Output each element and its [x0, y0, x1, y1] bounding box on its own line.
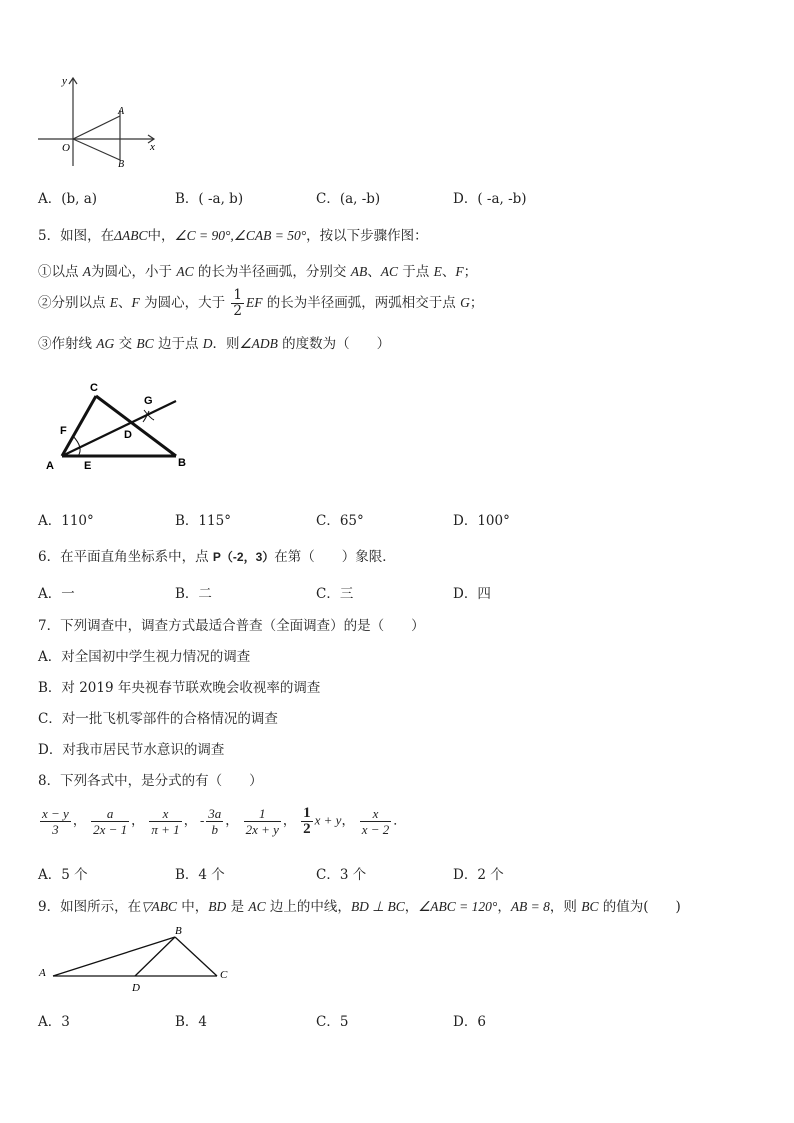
- expr-1: [40, 806, 71, 837]
- separator: ，: [341, 812, 355, 828]
- q7-stem: 7．下列调查中，调查方式最适合普查（全面调查）的是（ ）: [38, 618, 425, 634]
- q6-option-a[interactable]: A．一: [38, 586, 75, 602]
- q5-stem-text: 5．如图，在: [38, 228, 115, 244]
- q8-stem: 8．下列各式中，是分式的有（ ）: [38, 773, 263, 789]
- q9-text: 9．如图所示，在: [38, 899, 142, 915]
- expr-6-suffix: x + y: [314, 812, 342, 828]
- label-d: D: [132, 982, 140, 994]
- side-cb: [96, 396, 176, 456]
- numerator: x − y: [42, 806, 69, 821]
- label-b: B: [178, 457, 186, 469]
- expr-4: [206, 806, 223, 837]
- step-text: ③作射线: [38, 336, 97, 352]
- step-math: E: [433, 264, 442, 279]
- q5-figure: [40, 376, 200, 476]
- q5-stem-text: ，按以下步骤作图：: [306, 228, 428, 244]
- numerator: x: [360, 806, 392, 822]
- step-text: 为圆心，小于: [91, 264, 177, 280]
- q7-option-c[interactable]: C．对一批飞机零部件的合格情况的调查: [38, 711, 278, 727]
- step-text: 、: [118, 295, 132, 311]
- step-math: BC: [136, 336, 154, 351]
- q5-step-2: [38, 288, 483, 319]
- label-c: C: [220, 969, 228, 981]
- q6-option-b[interactable]: B．二: [175, 586, 212, 602]
- q9-text: ，: [404, 899, 419, 915]
- q9-option-c[interactable]: C．5: [316, 1014, 349, 1030]
- step-text: ；: [469, 295, 484, 311]
- q5-stem: [38, 224, 428, 244]
- step-math: F: [131, 295, 140, 310]
- label-g: G: [144, 395, 153, 407]
- step-math: F: [455, 264, 464, 279]
- side-bc: [175, 937, 217, 976]
- denominator: x − 2: [361, 822, 390, 837]
- q5-fraction: [231, 288, 244, 319]
- q5-option-c[interactable]: C．65°: [316, 513, 364, 529]
- minus-sign: -: [199, 812, 205, 828]
- step-text: 的度数为（ ）: [277, 336, 391, 352]
- q9-stem: [38, 895, 681, 915]
- denominator: 2x + y: [245, 822, 279, 837]
- segment-ob: [73, 139, 120, 160]
- q4-option-c[interactable]: C．(a, -b): [316, 191, 381, 207]
- separator: ，: [183, 812, 197, 828]
- denominator: 2x − 1: [93, 822, 128, 837]
- expr-5: [244, 806, 281, 837]
- step-text: 的长为半径画弧，两弧相交于点: [262, 295, 461, 311]
- side-ab: [53, 937, 175, 976]
- expr-6: [301, 806, 313, 837]
- q5-option-a[interactable]: A．110°: [38, 513, 94, 529]
- separator: ，: [282, 812, 296, 828]
- denominator: 3: [52, 822, 59, 837]
- q6-option-d[interactable]: D．四: [453, 586, 491, 602]
- q5-stem-text: 中，: [147, 228, 175, 244]
- step-math: D: [202, 336, 213, 351]
- step-text: 为圆心，大于: [139, 295, 230, 311]
- step-math: AC: [380, 264, 398, 279]
- q4-option-b[interactable]: B．( -a, b): [175, 191, 244, 207]
- q9-text: 边上的中线，: [265, 899, 351, 915]
- numerator: x: [149, 806, 181, 822]
- q9-math: ▽ABC: [141, 899, 177, 914]
- expr-3: [149, 806, 181, 837]
- numerator: 3a: [208, 806, 222, 821]
- step-math: EF: [245, 295, 263, 310]
- expr-2: [91, 806, 129, 837]
- q9-figure: [35, 922, 245, 994]
- step-text: 、: [441, 264, 456, 280]
- expr-7: [360, 806, 392, 837]
- q9-text: 是: [226, 899, 249, 915]
- separator: ，: [131, 812, 145, 828]
- end-mark: ．: [393, 812, 407, 828]
- q9-text: 的值为( ): [598, 899, 681, 915]
- separator: ，: [225, 812, 239, 828]
- label-o: O: [62, 142, 70, 154]
- q9-math: BD: [208, 899, 227, 914]
- q5-option-b[interactable]: B．115°: [175, 513, 231, 529]
- q9-text: 中，: [176, 899, 209, 915]
- q6-option-c[interactable]: C．三: [316, 586, 354, 602]
- denominator: b: [211, 822, 219, 837]
- q6-point: P（-2，3）: [212, 550, 275, 564]
- q9-text: ，则: [549, 899, 582, 915]
- step-text: 的长为半径画弧，分别交: [193, 264, 351, 280]
- arc-ef: [73, 436, 80, 456]
- q6-stem-text: 6．在平面直角坐标系中，点: [38, 549, 213, 565]
- separator: ，: [72, 812, 86, 828]
- q9-math: ∠ABC = 120°: [418, 899, 498, 914]
- step-math: G: [460, 295, 470, 310]
- step-text: ①以点: [38, 264, 83, 280]
- label-a: A: [46, 460, 54, 472]
- q8-option-c[interactable]: C．3 个: [316, 867, 367, 883]
- step-text: 于点: [397, 264, 434, 280]
- q4-option-a[interactable]: A．(b, a): [38, 191, 98, 207]
- q6-stem-text: 在第（ ）象限．: [274, 549, 396, 565]
- step-math: AC: [176, 264, 194, 279]
- q7-option-b[interactable]: B．对 2019 年央视春节联欢晚会收视率的调查: [38, 680, 321, 696]
- step-math: AB: [350, 264, 368, 279]
- q9-math: BC: [581, 899, 599, 914]
- q8-option-b[interactable]: B．4 个: [175, 867, 225, 883]
- q6-stem: [38, 545, 396, 565]
- label-a: A: [39, 967, 46, 979]
- segment-oa: [73, 116, 120, 139]
- q9-math: BD ⊥ BC: [350, 899, 405, 914]
- numerator: 1: [244, 806, 281, 822]
- denominator: π + 1: [151, 822, 180, 837]
- step-text: ②分别以点: [38, 295, 110, 311]
- label-c: C: [90, 382, 98, 394]
- denominator: 2: [303, 821, 311, 837]
- q4-option-d[interactable]: D．( -a, -b): [453, 191, 527, 207]
- q8-option-a[interactable]: A．5 个: [38, 867, 88, 883]
- step-text: ；: [463, 264, 478, 280]
- q9-option-b[interactable]: B．4: [175, 1014, 208, 1030]
- label-x: x: [150, 141, 155, 153]
- q5-step-3: [38, 332, 390, 352]
- q9-option-d[interactable]: D．6: [453, 1014, 486, 1030]
- step-text: ．则: [212, 336, 240, 352]
- numerator: a: [91, 806, 129, 822]
- step-math: ∠ADB: [239, 336, 278, 351]
- q7-option-a[interactable]: A．对全国初中学生视力情况的调查: [38, 649, 251, 665]
- q5-triangle: ΔABC: [114, 228, 148, 243]
- numerator: 1: [303, 805, 311, 821]
- label-e: E: [84, 460, 92, 472]
- q9-math: AC: [248, 899, 266, 914]
- q5-option-d[interactable]: D．100°: [453, 513, 510, 529]
- q5-step-1: [38, 260, 477, 280]
- q4-figure: [30, 70, 170, 170]
- step-text: 交: [114, 336, 137, 352]
- denominator: 2: [233, 303, 242, 319]
- step-math: AG: [96, 336, 115, 351]
- label-f: F: [60, 425, 67, 437]
- step-math: A: [82, 264, 92, 279]
- step-text: 边于点: [153, 336, 203, 352]
- label-d: D: [124, 429, 132, 441]
- q9-option-a[interactable]: A．3: [38, 1014, 70, 1030]
- q8-option-d[interactable]: D．2 个: [453, 867, 504, 883]
- q7-option-d[interactable]: D．对我市居民节水意识的调查: [38, 742, 225, 758]
- label-y: y: [62, 75, 67, 87]
- step-math: E: [109, 295, 119, 310]
- q9-text: ，: [497, 899, 511, 915]
- q8-expressions: [38, 806, 406, 837]
- label-b: B: [175, 925, 182, 937]
- numerator: 1: [233, 287, 242, 303]
- step-text: 、: [367, 264, 381, 280]
- q9-math: AB = 8: [510, 899, 550, 914]
- q5-condition: ∠C = 90°,∠CAB = 50°: [174, 228, 307, 243]
- label-b: B: [118, 159, 125, 170]
- label-a: A: [118, 106, 125, 117]
